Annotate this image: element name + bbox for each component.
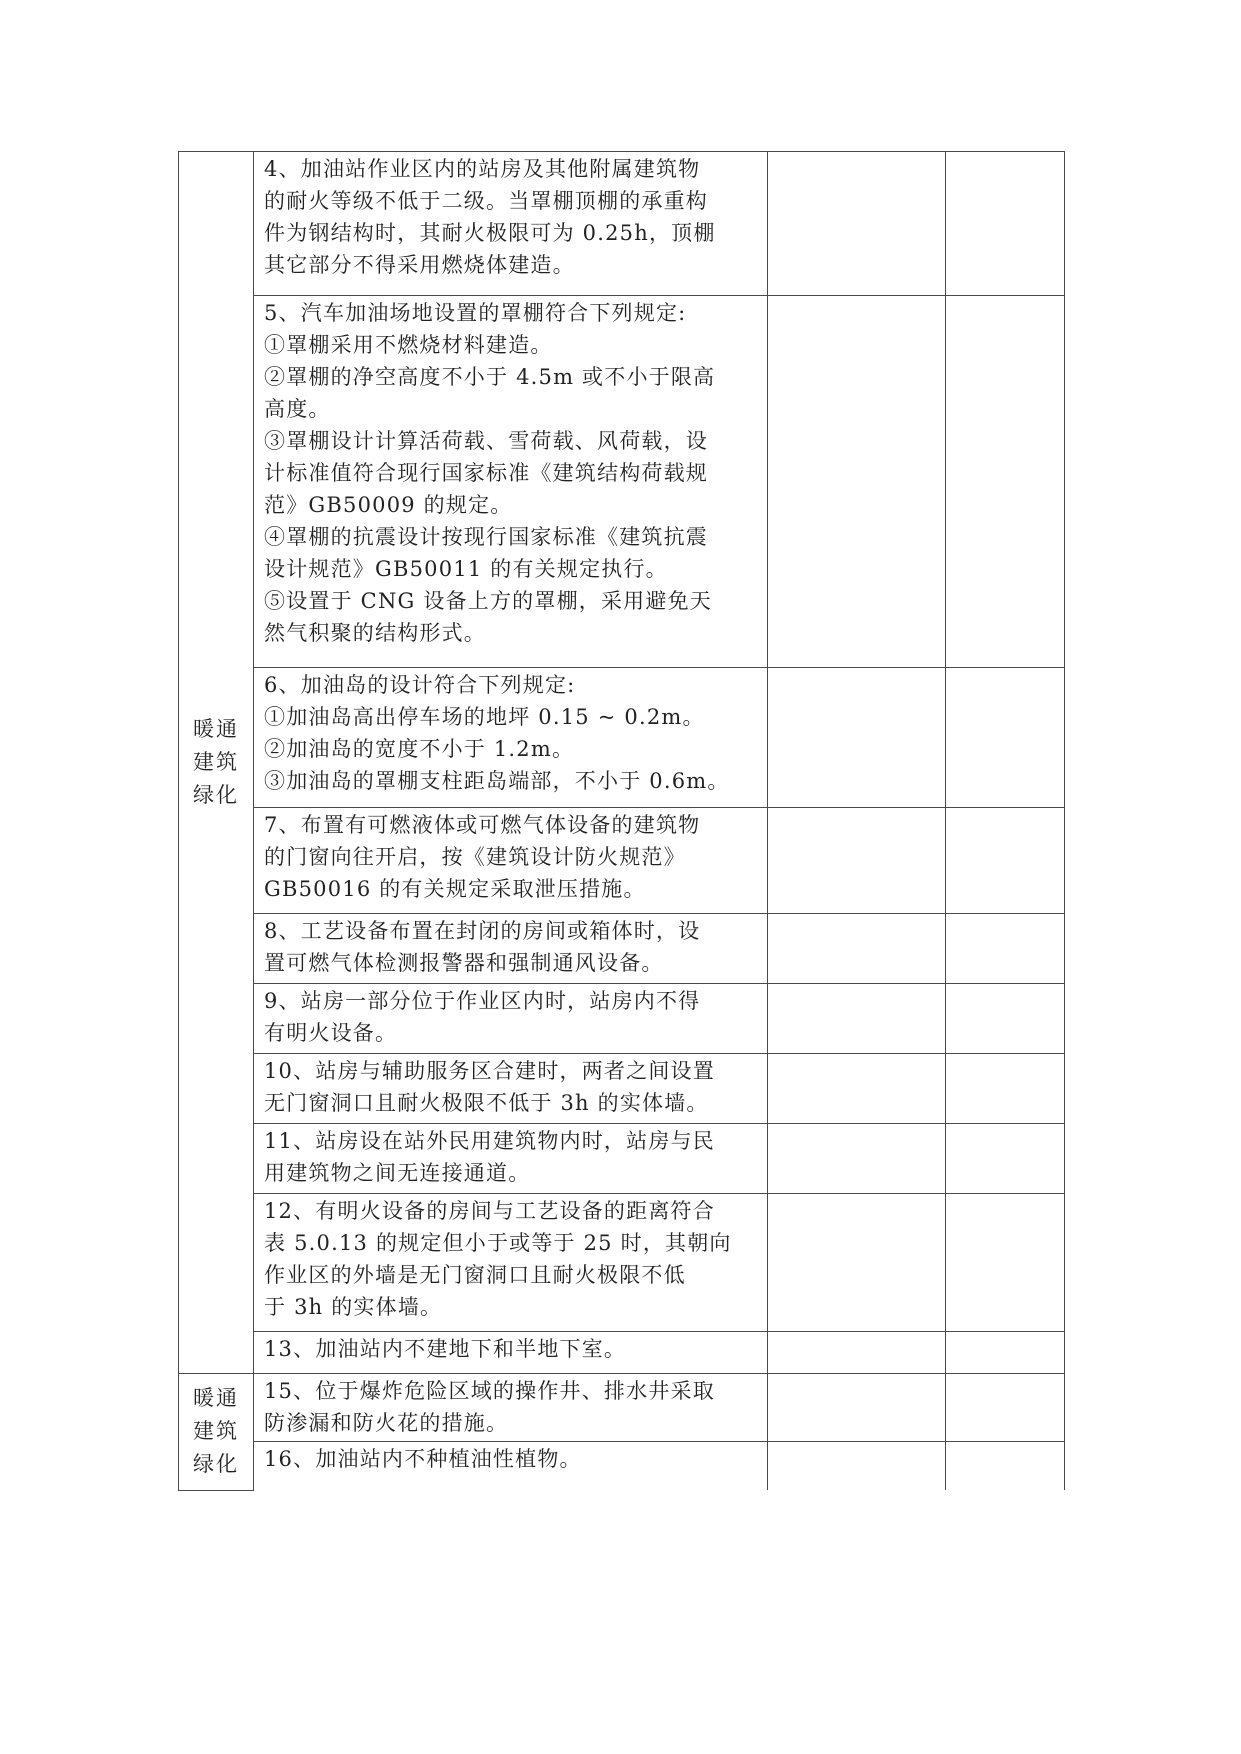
check-result-cell[interactable] (768, 914, 946, 984)
requirement-line: 的耐火等级不低于二级。当罩棚顶棚的承重构 (264, 189, 708, 213)
table-row (179, 296, 1065, 668)
requirement-line: 防渗漏和防火花的措施。 (264, 1411, 509, 1435)
requirement-line: 范》GB50009 的规定。 (264, 493, 513, 517)
check-result-cell[interactable] (768, 296, 946, 668)
remarks-cell[interactable] (946, 984, 1065, 1054)
remarks-cell[interactable] (946, 808, 1065, 914)
requirement-text (264, 1333, 758, 1365)
requirement-line: 11、站房设在站外民用建筑物内时，站房与民 (264, 1129, 715, 1153)
remarks-cell[interactable] (946, 1374, 1065, 1442)
category-cell (179, 1374, 254, 1491)
check-result-cell[interactable] (768, 1194, 946, 1332)
category-label (190, 1382, 242, 1481)
requirement-cell (254, 1374, 768, 1442)
requirement-cell (254, 914, 768, 984)
check-result-cell[interactable] (768, 1054, 946, 1124)
requirement-cell (254, 1442, 768, 1491)
table-row (179, 1054, 1065, 1124)
requirement-text (264, 1125, 758, 1189)
requirement-text (264, 1443, 758, 1489)
requirement-line: 设计规范》GB50011 的有关规定执行。 (264, 557, 668, 581)
requirement-line: 用建筑物之间无连接通道。 (264, 1161, 531, 1185)
remarks-cell[interactable] (946, 1442, 1065, 1491)
table-row (179, 152, 1065, 296)
requirement-line: ①罩棚采用不燃烧材料建造。 (264, 333, 553, 357)
requirement-line: 12、有明火设备的房间与工艺设备的距离符合 (264, 1199, 715, 1223)
requirement-line: 16、加油站内不种植油性植物。 (264, 1447, 582, 1471)
requirement-cell (254, 152, 768, 296)
requirement-line: 计标准值符合现行国家标准《建筑结构荷载规 (264, 461, 708, 485)
requirement-cell (254, 808, 768, 914)
requirement-text (264, 1375, 758, 1439)
table-row (179, 1442, 1065, 1491)
requirement-line: 表 5.0.13 的规定但小于或等于 25 时，其朝向 (264, 1231, 732, 1255)
requirement-cell (254, 1054, 768, 1124)
check-result-cell[interactable] (768, 668, 946, 808)
table-row (179, 1194, 1065, 1332)
table-row (179, 1124, 1065, 1194)
requirement-line: 然气积聚的结构形式。 (264, 621, 486, 645)
requirement-text (264, 985, 758, 1049)
requirement-line: 10、站房与辅助服务区合建时，两者之间设置 (264, 1059, 715, 1083)
remarks-cell[interactable] (946, 1124, 1065, 1194)
remarks-cell[interactable] (946, 668, 1065, 808)
requirement-line: 作业区的外墙是无门窗洞口且耐火极限不低 (264, 1263, 686, 1287)
requirement-line: 无门窗洞口且耐火极限不低于 3h 的实体墙。 (264, 1091, 709, 1115)
requirement-line: ②加油岛的宽度不小于 1.2m。 (264, 737, 575, 761)
requirement-text (264, 1055, 758, 1119)
remarks-cell[interactable] (946, 1332, 1065, 1374)
checklist-page (178, 151, 1064, 1491)
requirement-cell (254, 668, 768, 808)
requirement-text (264, 915, 758, 979)
category-label-line: 建筑 (193, 1419, 239, 1444)
check-result-cell[interactable] (768, 1442, 946, 1491)
requirement-line: 件为钢结构时，其耐火极限可为 0.25h，顶棚 (264, 221, 716, 245)
requirement-line: 9、站房一部分位于作业区内时，站房内不得 (264, 989, 701, 1013)
check-result-cell[interactable] (768, 1374, 946, 1442)
category-label (190, 713, 242, 812)
check-result-cell[interactable] (768, 984, 946, 1054)
requirement-line: 其它部分不得采用燃烧体建造。 (264, 253, 575, 277)
requirement-line: 15、位于爆炸危险区域的操作井、排水井采取 (264, 1379, 715, 1403)
requirement-line: ④罩棚的抗震设计按现行国家标准《建筑抗震 (264, 525, 708, 549)
category-label-line: 绿化 (193, 1452, 239, 1477)
category-label-line: 绿化 (193, 783, 239, 807)
check-result-cell[interactable] (768, 1124, 946, 1194)
requirement-text (264, 669, 758, 797)
requirement-cell (254, 1124, 768, 1194)
table-body (179, 152, 1065, 1491)
requirement-text (264, 809, 758, 905)
requirement-line: 5、汽车加油场地设置的罩棚符合下列规定: (264, 301, 687, 325)
requirement-line: 8、工艺设备布置在封闭的房间或箱体时，设 (264, 919, 701, 943)
table-row (179, 1332, 1065, 1374)
check-result-cell[interactable] (768, 1332, 946, 1374)
requirement-line: GB50016 的有关规定采取泄压措施。 (264, 877, 646, 901)
table-row (179, 668, 1065, 808)
requirement-line: 的门窗向往开启，按《建筑设计防火规范》 (264, 845, 686, 869)
check-result-cell[interactable] (768, 152, 946, 296)
requirement-cell (254, 1194, 768, 1332)
table-row (179, 914, 1065, 984)
table-row (179, 984, 1065, 1054)
inspection-table (178, 151, 1065, 1491)
remarks-cell[interactable] (946, 914, 1065, 984)
requirement-line: ⑤设置于 CNG 设备上方的罩棚，采用避免天 (264, 589, 712, 613)
requirement-text (264, 297, 758, 649)
category-label-line: 暖通 (193, 717, 239, 741)
category-cell (179, 152, 254, 1374)
requirement-line: 于 3h 的实体墙。 (264, 1295, 443, 1319)
table-row (179, 808, 1065, 914)
requirement-text (264, 1195, 758, 1323)
requirement-line: 7、布置有可燃液体或可燃气体设备的建筑物 (264, 813, 701, 837)
remarks-cell[interactable] (946, 152, 1065, 296)
remarks-cell[interactable] (946, 1194, 1065, 1332)
table-row (179, 1374, 1065, 1442)
requirement-line: 13、加油站内不建地下和半地下室。 (264, 1337, 627, 1361)
requirement-line: ②罩棚的净空高度不小于 4.5m 或不小于限高 (264, 365, 716, 389)
requirement-cell (254, 296, 768, 668)
requirement-line: 置可燃气体检测报警器和强制通风设备。 (264, 951, 664, 975)
remarks-cell[interactable] (946, 1054, 1065, 1124)
requirement-line: 4、加油站作业区内的站房及其他附属建筑物 (264, 157, 701, 181)
category-label-line: 建筑 (193, 750, 239, 774)
requirement-line: ①加油岛高出停车场的地坪 0.15 ~ 0.2m。 (264, 705, 705, 729)
requirement-line: 高度。 (264, 397, 331, 421)
requirement-cell (254, 984, 768, 1054)
requirement-cell (254, 1332, 768, 1374)
requirement-line: 6、加油岛的设计符合下列规定: (264, 673, 576, 697)
check-result-cell[interactable] (768, 808, 946, 914)
category-label-line: 暖通 (193, 1386, 239, 1411)
requirement-line: 有明火设备。 (264, 1021, 398, 1045)
requirement-line: ③加油岛的罩棚支柱距岛端部，不小于 0.6m。 (264, 769, 730, 793)
requirement-text (264, 153, 758, 281)
remarks-cell[interactable] (946, 296, 1065, 668)
requirement-line: ③罩棚设计计算活荷载、雪荷载、风荷载，设 (264, 429, 708, 453)
